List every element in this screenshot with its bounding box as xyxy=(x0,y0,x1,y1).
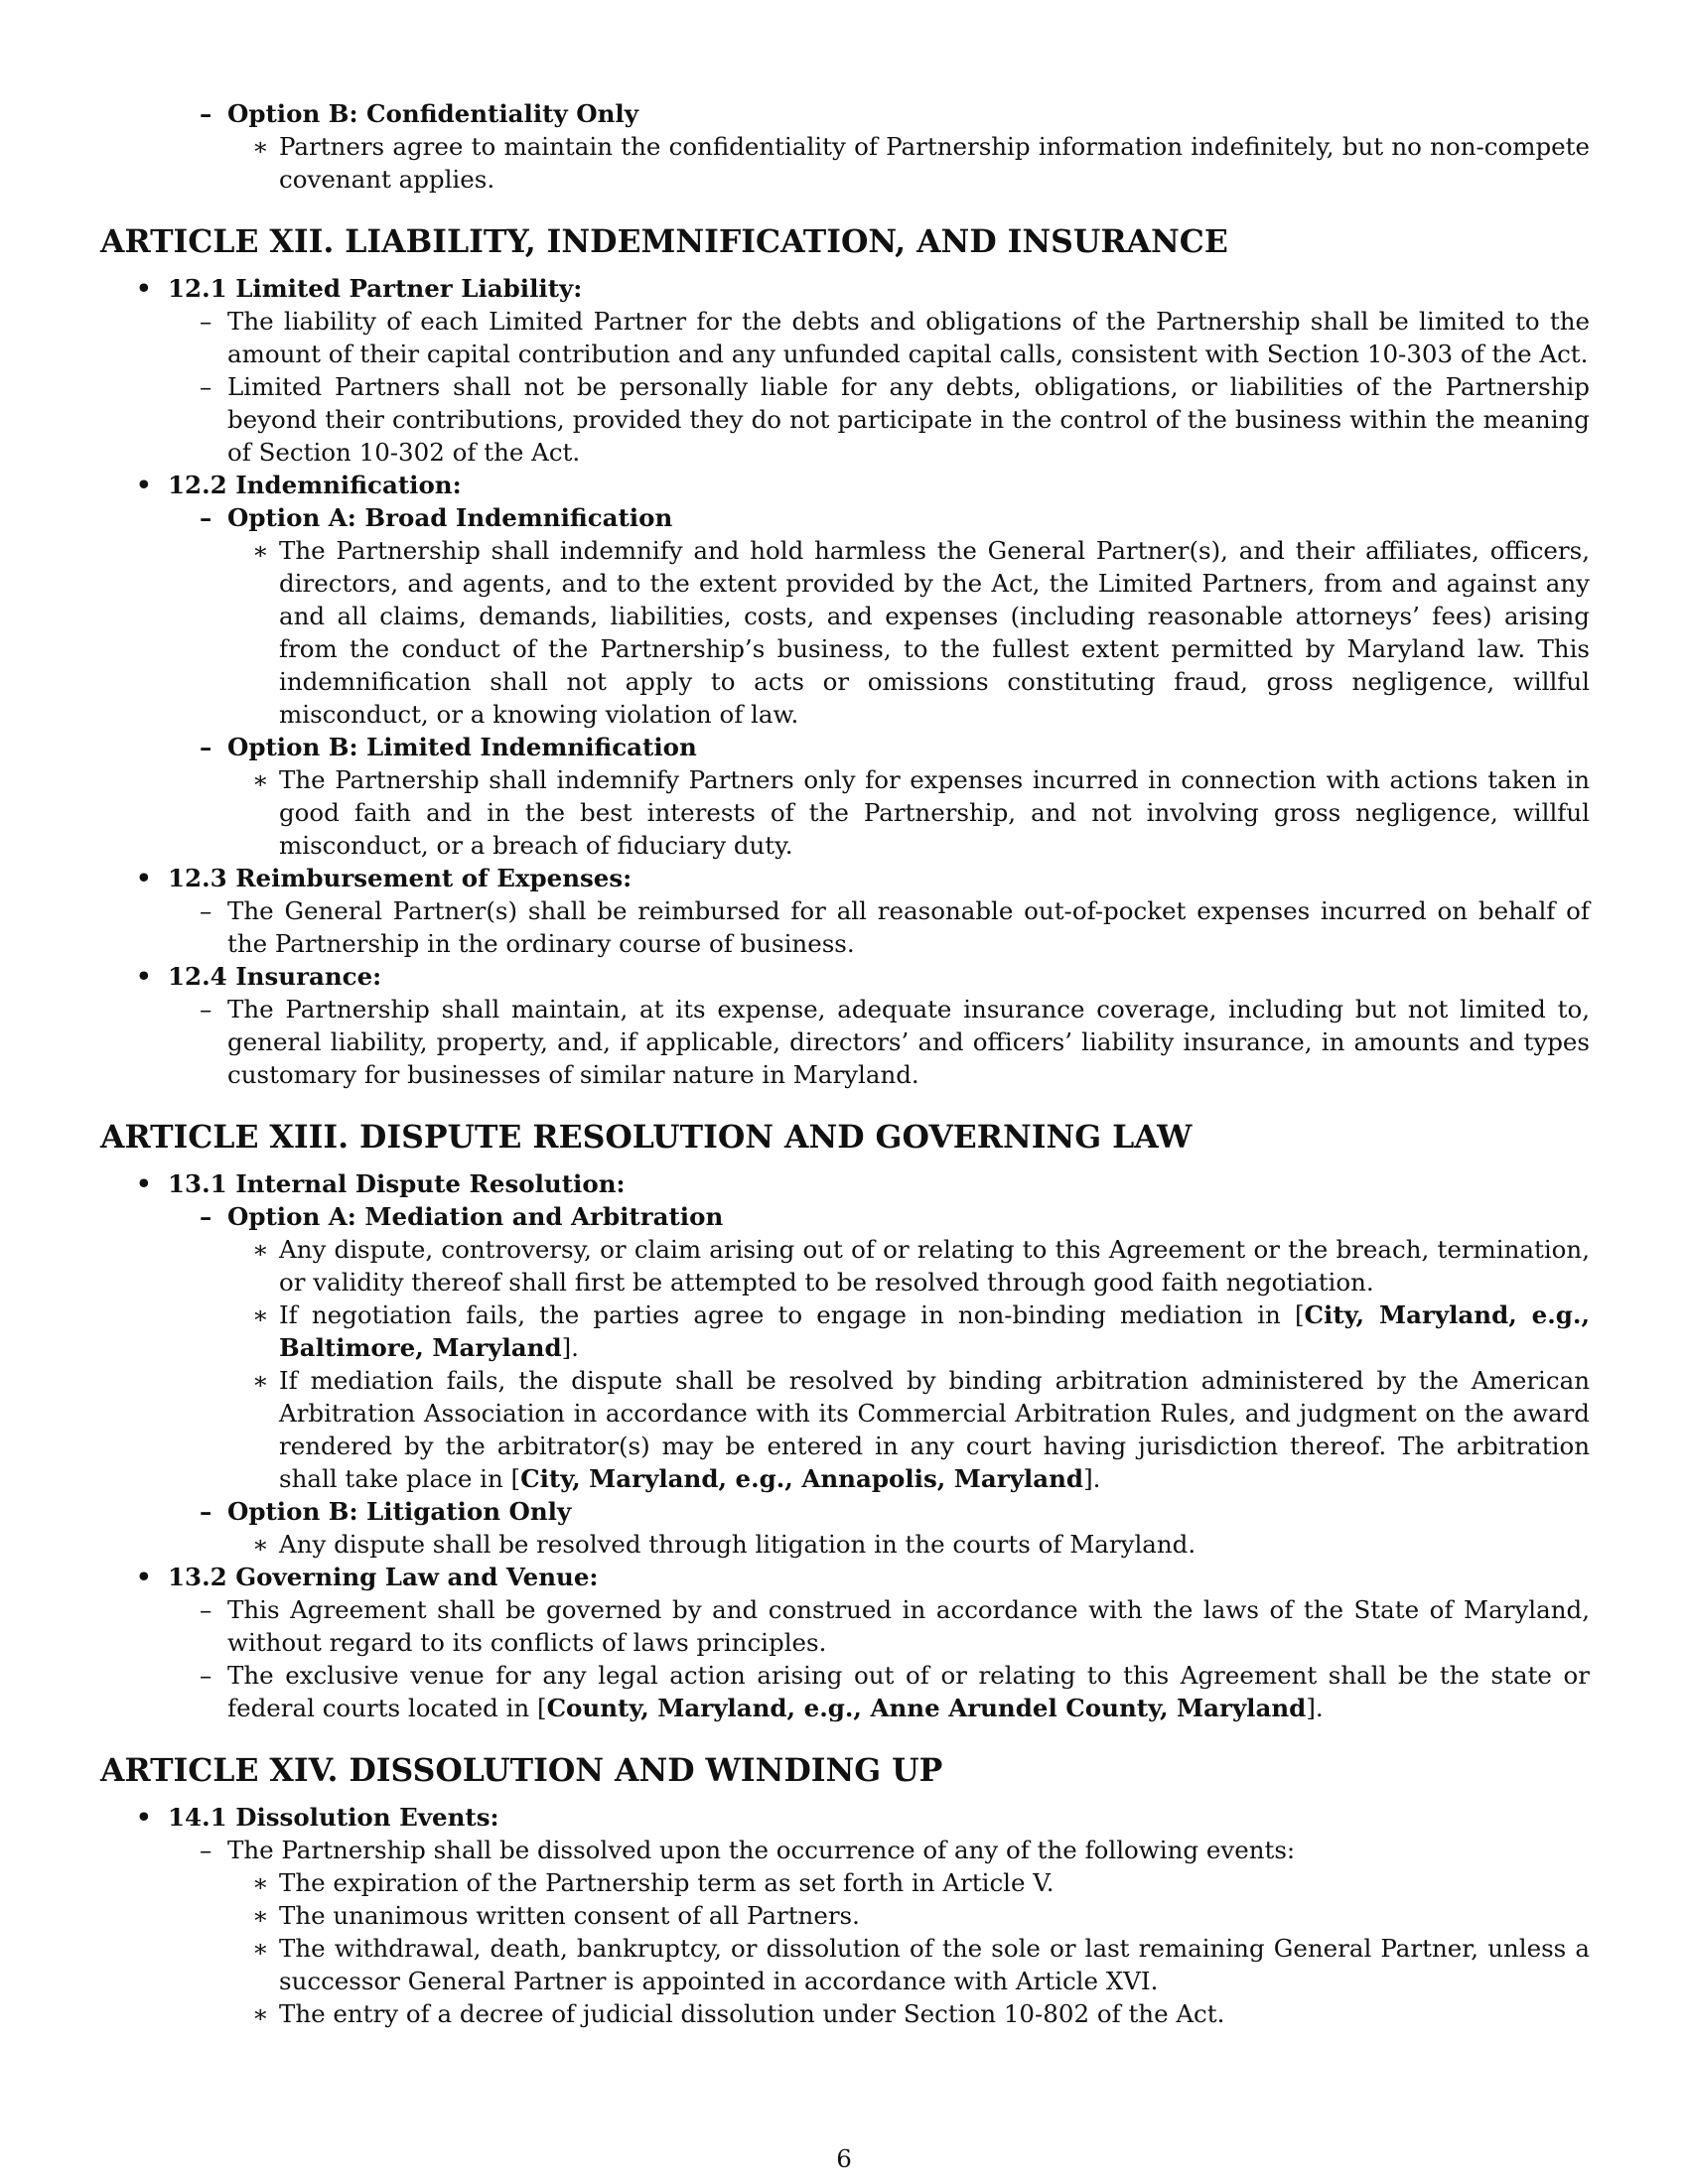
section-12-1-para-2: – Limited Partners shall not be personally liable for any debts, obligations, or liabilities of the Partnership beyond their contributions, provided they do not participate in the control of the business within the meaning of Section 10-302 of the Act. xyxy=(200,372,1590,467)
dash-marker: – xyxy=(200,1497,212,1526)
star-marker: ∗ xyxy=(252,1901,269,1930)
star-marker: ∗ xyxy=(252,1366,269,1395)
star-marker: ∗ xyxy=(252,132,269,161)
section-12-2-option-b-text: ∗ The Partnership shall indemnify Partners only for expenses incurred in connection with actions taken in good faith and in the best interests of the Partnership, and not involving gross negligence, willful misconduct, or a breach of fiduciary duty. xyxy=(252,765,1590,860)
section-12-2-title: • 12.2 Indemnification: xyxy=(136,471,462,499)
section-12-1-para-1: – The liability of each Limited Partner for the debts and obligations of the Partnership shall be limited to the amount of their capital contribution and any unfunded capital calls, consistent with Section 10-303 of the Act. xyxy=(200,307,1590,368)
star-marker: ∗ xyxy=(252,765,269,794)
placeholder-mediation-city: City, Maryland, e.g., Baltimore, Maryland xyxy=(279,1300,1590,1362)
section-13-2-title: • 13.2 Governing Law and Venue: xyxy=(136,1563,599,1591)
star-marker: ∗ xyxy=(252,1999,269,2028)
section-13-1-item-litigation: ∗ Any dispute shall be resolved through litigation in the courts of Maryland. xyxy=(252,1530,1196,1559)
dash-marker: – xyxy=(200,995,212,1024)
dash-marker: – xyxy=(200,1836,212,1864)
section-13-1-option-b-title: – Option B: Litigation Only xyxy=(200,1497,572,1526)
dash-marker: – xyxy=(200,1661,212,1690)
dissolution-event-term: ∗ The expiration of the Partnership term as set forth in Article V. xyxy=(252,1868,1055,1897)
star-marker: ∗ xyxy=(252,1235,269,1264)
star-marker: ∗ xyxy=(252,1530,269,1559)
option-b-confidentiality-title: – Option B: Confidentiality Only xyxy=(200,99,638,128)
section-13-1-option-a-title: – Option A: Mediation and Arbitration xyxy=(200,1202,724,1231)
section-13-1-item-mediation: ∗ If negotiation fails, the parties agree to engage in non-binding mediation in [City, Maryland, e.g., Baltimore, Maryland]. xyxy=(252,1300,1590,1362)
dissolution-event-judicial: ∗ The entry of a decree of judicial dissolution under Section 10-802 of the Act. xyxy=(252,1999,1225,2028)
dash-marker: – xyxy=(200,1595,212,1624)
bullet-marker: • xyxy=(136,864,152,892)
section-12-3-title: • 12.3 Reimbursement of Expenses: xyxy=(136,864,633,892)
section-13-1-title: • 13.1 Internal Dispute Resolution: xyxy=(136,1169,626,1198)
section-13-2-para-1: – This Agreement shall be governed by and construed in accordance with the laws of the State of Maryland, without regard to its conflicts of laws principles. xyxy=(200,1595,1590,1657)
section-13-2-para-2: – The exclusive venue for any legal action arising out of or relating to this Agreement shall be the state or federal courts located in [County, Maryland, e.g., Anne Arundel County, Maryland]. xyxy=(200,1661,1590,1722)
placeholder-arbitration-city: City, Maryland, e.g., Annapolis, Maryland xyxy=(520,1464,1084,1493)
bullet-marker: • xyxy=(136,962,152,991)
section-13-1-item-negotiation: ∗ Any dispute, controversy, or claim arising out of or relating to this Agreement or the breach, termination, or validity thereof shall first be attempted to be resolved through good faith negotiation. xyxy=(252,1235,1590,1297)
page-number: 6 xyxy=(836,2144,852,2173)
section-14-1-title: • 14.1 Dissolution Events: xyxy=(136,1803,499,1832)
bullet-marker: • xyxy=(136,1169,152,1198)
section-12-3-para-1: – The General Partner(s) shall be reimbursed for all reasonable out-of-pocket expenses incurred on behalf of the Partnership in the ordinary course of business. xyxy=(200,896,1590,958)
article-xii-heading: ARTICLE XII. LIABILITY, INDEMNIFICATION, AND INSURANCE xyxy=(100,223,1228,260)
section-12-4-para-1: – The Partnership shall maintain, at its expense, adequate insurance coverage, including but not limited to, general liability, property, and, if applicable, directors’ and officers’ liability insurance, in amounts and types customary for businesses of similar nature in Maryland. xyxy=(200,995,1590,1089)
dash-marker: – xyxy=(200,99,212,128)
section-12-2-option-b-title: – Option B: Limited Indemnification xyxy=(200,733,697,761)
dash-marker: – xyxy=(200,1202,212,1231)
dash-marker: – xyxy=(200,503,212,532)
article-xiv-heading: ARTICLE XIV. DISSOLUTION AND WINDING UP xyxy=(100,1752,943,1789)
section-12-2-option-a-title: – Option A: Broad Indemnification xyxy=(200,503,673,532)
confidentiality-clause: ∗ Partners agree to maintain the confidentiality of Partnership information indefinitely, but no non-compete covenant applies. xyxy=(252,132,1590,194)
section-13-1-item-arbitration: ∗ If mediation fails, the dispute shall be resolved by binding arbitration administered by the American Arbitration Association in accordance with its Commercial Arbitration Rules, and judgment on the award rendered by the arbitrator(s) may be entered in any court having jurisdiction thereof. The arbitration shall take place in [City, Maryland, e.g., Annapolis, Maryland]. xyxy=(252,1366,1590,1493)
star-marker: ∗ xyxy=(252,1868,269,1897)
article-xiii-heading: ARTICLE XIII. DISPUTE RESOLUTION AND GOVERNING LAW xyxy=(100,1119,1193,1156)
dissolution-event-consent: ∗ The unanimous written consent of all Partners. xyxy=(252,1901,860,1930)
bullet-marker: • xyxy=(136,1563,152,1591)
dash-marker: – xyxy=(200,896,212,925)
dash-marker: – xyxy=(200,372,212,401)
bullet-marker: • xyxy=(136,274,152,303)
section-14-1-para-1: – The Partnership shall be dissolved upon the occurrence of any of the following events: xyxy=(200,1836,1296,1864)
dash-marker: – xyxy=(200,733,212,761)
star-marker: ∗ xyxy=(252,536,269,565)
section-12-4-title: • 12.4 Insurance: xyxy=(136,962,382,991)
section-12-2-option-a-text: ∗ The Partnership shall indemnify and hold harmless the General Partner(s), and their affiliates, officers, directors, and agents, and to the extent provided by the Act, the Limited Partners, from and against any and all claims, demands, liabilities, costs, and expenses (including reasonable attorneys’ fees) arising from the conduct of the Partnership’s business, to the fullest extent permitted by Maryland law. This indemnification shall not apply to acts or omissions constituting fraud, gross negligence, willful misconduct, or a knowing violation of law. xyxy=(252,536,1590,729)
bullet-marker: • xyxy=(136,471,152,499)
star-marker: ∗ xyxy=(252,1934,269,1963)
dash-marker: – xyxy=(200,307,212,336)
bullet-marker: • xyxy=(136,1803,152,1832)
dissolution-event-withdrawal: ∗ The withdrawal, death, bankruptcy, or dissolution of the sole or last remaining General Partner, unless a successor General Partner is appointed in accordance with Article XVI. xyxy=(252,1934,1590,1995)
placeholder-venue-county: County, Maryland, e.g., Anne Arundel County, Maryland xyxy=(546,1694,1307,1722)
document-page xyxy=(100,97,1590,2030)
section-12-1-title: • 12.1 Limited Partner Liability: xyxy=(136,274,583,303)
star-marker: ∗ xyxy=(252,1300,269,1329)
